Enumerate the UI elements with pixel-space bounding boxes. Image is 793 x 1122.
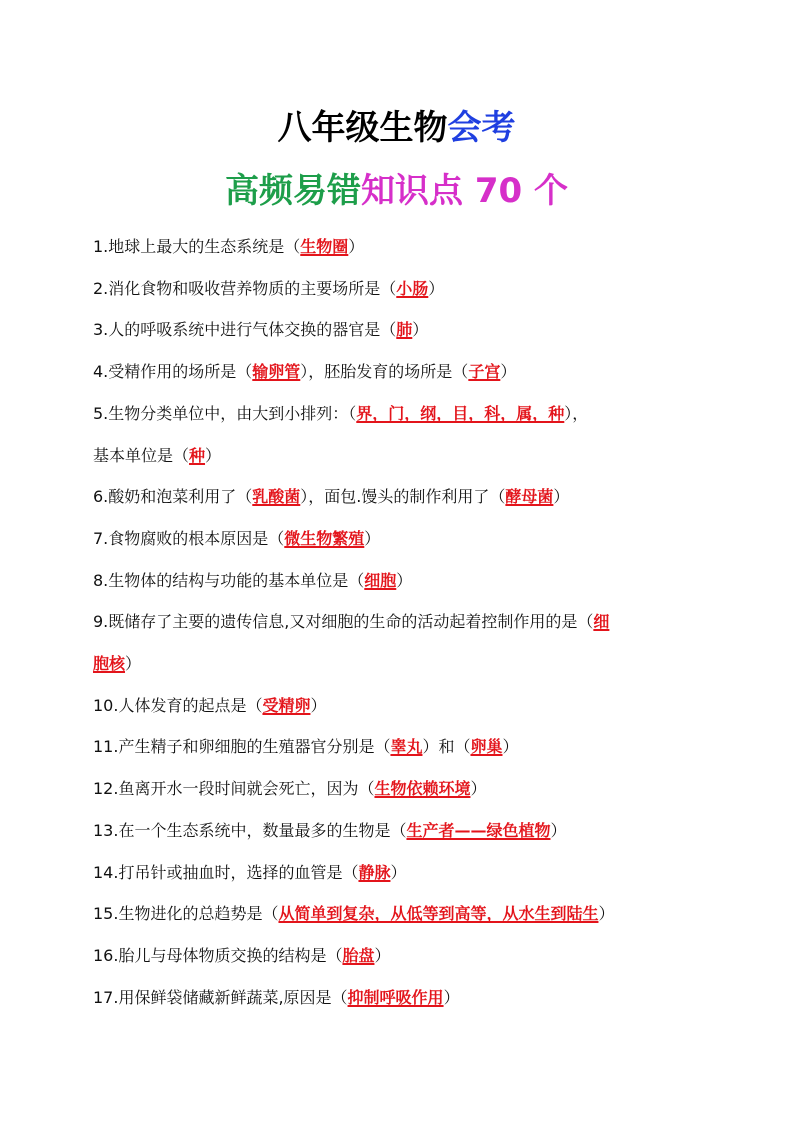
item-text: ） bbox=[412, 320, 429, 340]
item-text: ） bbox=[364, 528, 381, 548]
item-text: ）和（ bbox=[422, 737, 471, 757]
title-part-2: 会考 bbox=[447, 108, 516, 148]
list-item-14 bbox=[93, 852, 708, 894]
list-item-17 bbox=[93, 977, 708, 1019]
item-text: 15.生物进化的总趋势是（ bbox=[93, 904, 279, 924]
item-text: ） bbox=[374, 945, 391, 965]
item-answer: 从简单到复杂，从低等到高等，从水生到陆生 bbox=[278, 904, 599, 924]
item-answer: 卵巢 bbox=[470, 737, 503, 757]
item-text: ），面包.馒头的制作利用了（ bbox=[300, 487, 506, 507]
list-item-1 bbox=[93, 226, 708, 268]
item-text: ）， bbox=[564, 403, 589, 423]
list-item-12 bbox=[93, 768, 708, 810]
item-answer: 受精卵 bbox=[262, 695, 311, 715]
item-text: 6.酸奶和泡菜利用了（ bbox=[93, 487, 253, 507]
item-text: ） bbox=[310, 695, 327, 715]
item-text: ） bbox=[470, 779, 487, 799]
item-text: ） bbox=[125, 654, 142, 674]
item-answer: 抑制呼吸作用 bbox=[347, 987, 444, 1007]
item-text: ） bbox=[500, 362, 517, 382]
item-text: ） bbox=[598, 904, 615, 924]
item-answer: 睾丸 bbox=[390, 737, 423, 757]
item-text: ） bbox=[428, 278, 445, 298]
list-item-16 bbox=[93, 935, 708, 977]
item-text: 3.人的呼吸系统中进行气体交换的器官是（ bbox=[93, 320, 397, 340]
item-answer: 子宫 bbox=[468, 362, 501, 382]
list-item-8 bbox=[93, 560, 708, 602]
list-item-9-cont bbox=[93, 643, 708, 685]
item-text: 10.人体发育的起点是（ bbox=[93, 695, 263, 715]
item-text: ） bbox=[390, 862, 407, 882]
item-answer: 种 bbox=[189, 445, 206, 465]
subtitle-part-2: 知识点 70 个 bbox=[361, 171, 568, 211]
list-item-15 bbox=[93, 893, 708, 935]
list-item-5 bbox=[93, 393, 708, 435]
list-item-7 bbox=[93, 518, 708, 560]
item-answer: 小肠 bbox=[396, 278, 429, 298]
item-text: 14.打吊针或抽血时，选择的血管是（ bbox=[93, 862, 359, 882]
item-text: 12.鱼离开水一段时间就会死亡，因为（ bbox=[93, 779, 375, 799]
item-text: ） bbox=[205, 445, 222, 465]
item-answer: 细胞 bbox=[364, 570, 397, 590]
item-answer: 静脉 bbox=[358, 862, 391, 882]
item-text: 1.地球上最大的生态系统是（ bbox=[93, 237, 301, 256]
item-answer: 胞核 bbox=[93, 654, 126, 674]
knowledge-list bbox=[93, 226, 708, 1018]
item-text: 5.生物分类单位中，由大到小排列：（ bbox=[93, 403, 357, 423]
item-answer: 生产者——绿色植物 bbox=[406, 820, 551, 840]
item-answer: 酵母菌 bbox=[505, 487, 554, 507]
item-text: 16.胎儿与母体物质交换的结构是（ bbox=[93, 945, 343, 965]
item-answer: 乳酸菌 bbox=[252, 487, 301, 507]
item-answer: 胎盘 bbox=[342, 945, 375, 965]
item-text: ） bbox=[443, 987, 460, 1007]
item-answer: 输卵管 bbox=[252, 362, 301, 382]
item-answer: 微生物繁殖 bbox=[284, 528, 365, 548]
page-subtitle bbox=[0, 166, 793, 216]
item-text: ） bbox=[396, 570, 413, 590]
item-text: 2.消化食物和吸收营养物质的主要场所是（ bbox=[93, 278, 397, 298]
title-part-1: 八年级生物 bbox=[277, 108, 448, 148]
item-text: ），胚胎发育的场所是（ bbox=[300, 362, 469, 382]
item-answer: 肺 bbox=[396, 320, 413, 340]
list-item-9 bbox=[93, 601, 708, 643]
list-item-2 bbox=[93, 268, 708, 310]
list-item-6 bbox=[93, 476, 708, 518]
item-text: 4.受精作用的场所是（ bbox=[93, 362, 253, 382]
list-item-4 bbox=[93, 351, 708, 393]
item-text: 基本单位是（ bbox=[93, 445, 190, 465]
item-text: 7.食物腐败的根本原因是（ bbox=[93, 528, 285, 548]
subtitle-part-1: 高频易错 bbox=[225, 171, 361, 211]
list-item-11 bbox=[93, 726, 708, 768]
list-item-3 bbox=[93, 309, 708, 351]
item-answer: 生物依赖环境 bbox=[374, 779, 471, 799]
list-item-10 bbox=[93, 685, 708, 727]
item-text: ） bbox=[348, 237, 365, 256]
item-text: 17.用保鲜袋储藏新鲜蔬菜,原因是（ bbox=[93, 987, 348, 1007]
list-item-13 bbox=[93, 810, 708, 852]
item-text: ） bbox=[553, 487, 570, 507]
item-text: 11.产生精子和卵细胞的生殖器官分别是（ bbox=[93, 737, 391, 757]
list-item-5-cont bbox=[93, 435, 708, 477]
item-text: 9.既储存了主要的遗传信息,又对细胞的生命的活动起着控制作用的是（ bbox=[93, 612, 594, 632]
item-text: ） bbox=[502, 737, 519, 757]
item-text: 8.生物体的结构与功能的基本单位是（ bbox=[93, 570, 365, 590]
item-answer: 细 bbox=[593, 612, 610, 632]
item-answer: 界，门，纲，目，科，属，种 bbox=[356, 403, 565, 423]
item-text: ） bbox=[550, 820, 567, 840]
page-title bbox=[0, 104, 793, 152]
item-text: 13.在一个生态系统中，数量最多的生物是（ bbox=[93, 820, 407, 840]
item-answer: 生物圈 bbox=[300, 237, 349, 256]
